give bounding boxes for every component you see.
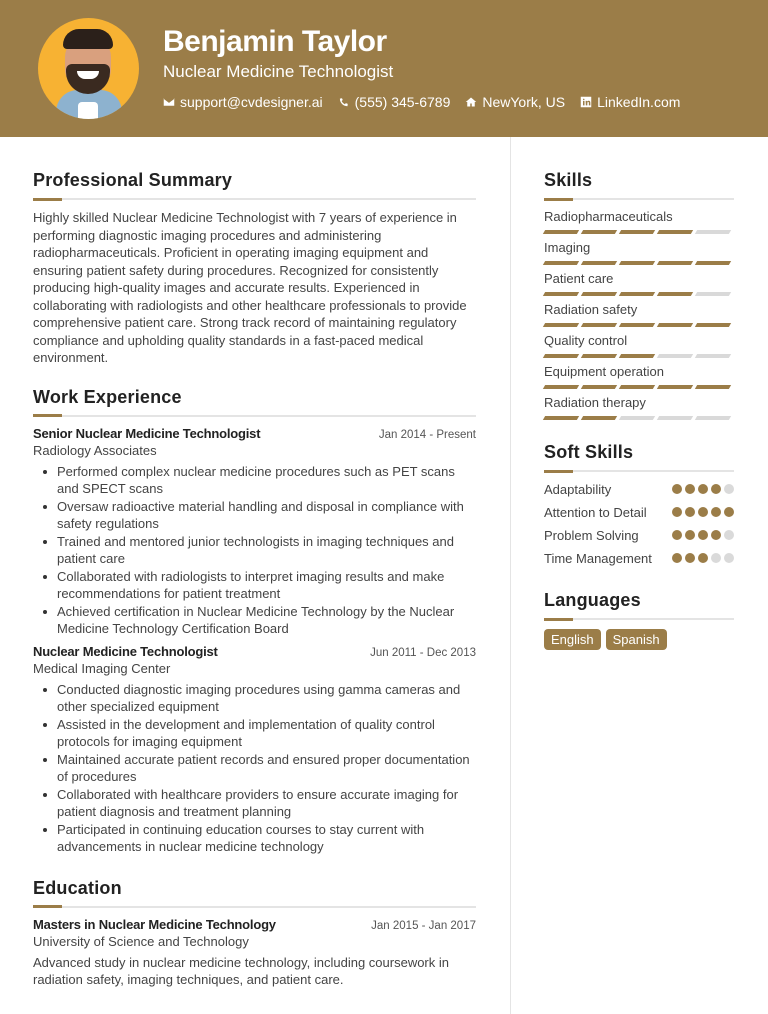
rating-dot [711, 484, 721, 494]
skill-item [544, 209, 734, 234]
skill-name: Quality control [544, 333, 628, 348]
rating-dot [711, 530, 721, 540]
rating-dot [685, 484, 695, 494]
skill-name: Imaging [544, 240, 591, 255]
envelope-icon [163, 96, 175, 108]
rating-dot [672, 507, 682, 517]
job-bullet: Participated in continuing education courses to stay current with advancements in nuclear medicine technology [33, 821, 476, 856]
section-title: Soft Skills [544, 442, 634, 462]
skill-level-segment [657, 261, 693, 265]
soft-skill-rating [672, 481, 734, 499]
skill-level-bar [544, 385, 734, 389]
job-bullets [33, 681, 476, 856]
skill-level-segment [581, 323, 617, 327]
skill-level-bar [544, 323, 734, 327]
degree-title: Masters in Nuclear Medicine Technology [33, 916, 276, 932]
job-company: Radiology Associates [33, 442, 157, 458]
languages-list [544, 629, 734, 650]
section-title: Education [33, 877, 122, 898]
job-bullet: Collaborated with radiologists to interpret imaging results and make recommendations for patient treatment [33, 568, 476, 603]
language-tag: Spanish [606, 629, 667, 650]
avatar [38, 18, 139, 119]
section-rule [33, 198, 476, 200]
soft-skills-section [544, 442, 734, 568]
main-column [33, 170, 476, 989]
skill-level-segment [695, 416, 731, 420]
skill-item [544, 271, 734, 296]
job-bullet: Oversaw radioactive material handling and disposal in compliance with safety regulations [33, 498, 476, 533]
skill-item [544, 302, 734, 327]
contact-location [465, 94, 565, 110]
skill-level-segment [619, 416, 655, 420]
section-title: Languages [544, 590, 641, 610]
rating-dot [698, 553, 708, 563]
rating-dot [672, 530, 682, 540]
skill-level-segment [543, 292, 579, 296]
skill-level-bar [544, 261, 734, 265]
rating-dot [698, 507, 708, 517]
rating-dot [672, 484, 682, 494]
rating-dot [685, 530, 695, 540]
skill-level-segment [543, 323, 579, 327]
skill-name: Radiation safety [544, 302, 638, 317]
skill-level-segment [657, 323, 693, 327]
section-rule [33, 415, 476, 417]
skill-level-segment [695, 292, 731, 296]
soft-skill-name: Time Management [544, 551, 652, 566]
skills-section [544, 170, 734, 420]
soft-skill-name: Problem Solving [544, 528, 639, 543]
skill-level-segment [543, 261, 579, 265]
job-bullet: Performed complex nuclear medicine procedures such as PET scans and SPECT scans [33, 463, 476, 498]
contact-phone-text: (555) 345-6789 [354, 94, 451, 110]
skill-level-segment [619, 292, 655, 296]
job-bullet: Conducted diagnostic imaging procedures using gamma cameras and other specialized equipment [33, 681, 476, 716]
section-rule [33, 906, 476, 908]
section-rule [544, 618, 734, 620]
skill-item [544, 333, 734, 358]
skill-level-segment [695, 261, 731, 265]
job-title: Nuclear Medicine Technologist [33, 643, 218, 659]
skill-item [544, 364, 734, 389]
job-bullet: Achieved certification in Nuclear Medicine Technology by the Nuclear Medicine Technology Certification Board [33, 603, 476, 638]
skill-level-segment [619, 385, 655, 389]
education-section [33, 878, 476, 989]
summary-text: Highly skilled Nuclear Medicine Technologist with 7 years of experience in performing diagnostic imaging procedures and administering radiopharmaceuticals. Proficient in operating imaging equipment and ensuring patient safety during procedures. Recognized for consistently producing high-quality images and accurate results. Experienced in collaborating with radiologists and other healthcare professionals to provide comprehensive patient care. Strong track record of maintaining regulatory compliance and upholding quality standards in a fast-paced medical environment. [33, 210, 467, 365]
contact-email[interactable] [163, 94, 323, 110]
soft-skill-name: Attention to Detail [544, 505, 647, 520]
languages-section [544, 590, 734, 650]
skill-level-bar [544, 416, 734, 420]
contact-email-text: support@cvdesigner.ai [180, 94, 323, 110]
rating-dot [724, 530, 734, 540]
job-bullet: Collaborated with healthcare providers to ensure accurate imaging for patient diagnosis and treatment planning [33, 786, 476, 821]
section-title: Skills [544, 170, 593, 190]
skill-name: Equipment operation [544, 364, 664, 379]
skill-level-segment [581, 385, 617, 389]
section-rule [544, 470, 734, 472]
section-title: Professional Summary [33, 170, 233, 190]
job-bullet: Assisted in the development and implementation of quality control protocols for imaging equipment [33, 716, 476, 751]
section-title: Work Experience [33, 386, 182, 407]
skill-level-segment [619, 323, 655, 327]
soft-skill-name: Adaptability [544, 482, 612, 497]
rating-dot [724, 553, 734, 563]
job-date: Jan 2014 - Present [378, 428, 476, 441]
language-tag: English [544, 629, 601, 650]
job-bullet: Maintained accurate patient records and ensured proper documentation of procedures [33, 751, 476, 786]
home-icon [465, 96, 477, 108]
skill-level-segment [581, 261, 617, 265]
contact-linkedin[interactable] [580, 94, 680, 110]
soft-skill-rating [672, 550, 734, 568]
skill-level-segment [581, 292, 617, 296]
summary-section [33, 170, 476, 367]
rating-dot [698, 484, 708, 494]
skill-level-bar [544, 292, 734, 296]
candidate-title: Nuclear Medicine Technologist [163, 62, 394, 81]
rating-dot [685, 507, 695, 517]
skill-level-segment [657, 230, 693, 234]
contact-linkedin-text: LinkedIn.com [597, 94, 681, 110]
job-bullet: Trained and mentored junior technologists in imaging techniques and patient care [33, 533, 476, 568]
soft-skill-item [544, 550, 734, 568]
column-divider [510, 137, 511, 1014]
skill-level-segment [657, 292, 693, 296]
skill-name: Radiation therapy [544, 395, 646, 410]
resume-header [0, 0, 768, 137]
school-name: University of Science and Technology [33, 933, 249, 949]
job-entry [33, 644, 476, 856]
job-company: Medical Imaging Center [33, 660, 171, 676]
skill-level-segment [543, 230, 579, 234]
rating-dot [724, 484, 734, 494]
skill-name: Radiopharmaceuticals [544, 209, 673, 224]
skill-level-bar [544, 230, 734, 234]
skill-level-bar [544, 354, 734, 358]
soft-skill-item [544, 481, 734, 499]
skill-level-segment [695, 385, 731, 389]
phone-icon [338, 96, 350, 108]
rating-dot [711, 507, 721, 517]
soft-skill-rating [672, 527, 734, 545]
skill-level-segment [695, 323, 731, 327]
soft-skill-rating [672, 504, 734, 522]
rating-dot [685, 553, 695, 563]
soft-skills-list [544, 481, 734, 568]
skill-level-segment [581, 416, 617, 420]
contact-list [163, 94, 680, 110]
soft-skill-item [544, 527, 734, 545]
job-title: Senior Nuclear Medicine Technologist [33, 425, 261, 441]
experience-section [33, 387, 476, 856]
linkedin-icon [580, 96, 592, 108]
section-rule [544, 198, 734, 200]
skill-name: Patient care [544, 271, 614, 286]
education-description: Advanced study in nuclear medicine technology, including coursework in radiation safety, imaging techniques, and patient care. [33, 954, 449, 987]
skill-item [544, 240, 734, 265]
skill-level-segment [619, 354, 655, 358]
skill-level-segment [619, 230, 655, 234]
skill-level-segment [543, 385, 579, 389]
rating-dot [711, 553, 721, 563]
contact-phone[interactable] [338, 94, 451, 110]
skill-item [544, 395, 734, 420]
candidate-name: Benjamin Taylor [163, 25, 387, 58]
skill-level-segment [581, 230, 617, 234]
skill-level-segment [695, 354, 731, 358]
rating-dot [724, 507, 734, 517]
skill-level-segment [543, 416, 579, 420]
sidebar-column [544, 170, 734, 650]
skill-level-segment [543, 354, 579, 358]
rating-dot [672, 553, 682, 563]
skills-list [544, 209, 734, 420]
job-bullets [33, 463, 476, 638]
job-date: Jun 2011 - Dec 2013 [370, 646, 476, 659]
skill-level-segment [581, 354, 617, 358]
skill-level-segment [657, 416, 693, 420]
rating-dot [698, 530, 708, 540]
skill-level-segment [619, 261, 655, 265]
skill-level-segment [657, 385, 693, 389]
job-entry [33, 426, 476, 638]
education-date: Jan 2015 - Jan 2017 [371, 919, 476, 932]
skill-level-segment [695, 230, 731, 234]
contact-location-text: NewYork, US [482, 94, 566, 110]
skill-level-segment [657, 354, 693, 358]
soft-skill-item [544, 504, 734, 522]
